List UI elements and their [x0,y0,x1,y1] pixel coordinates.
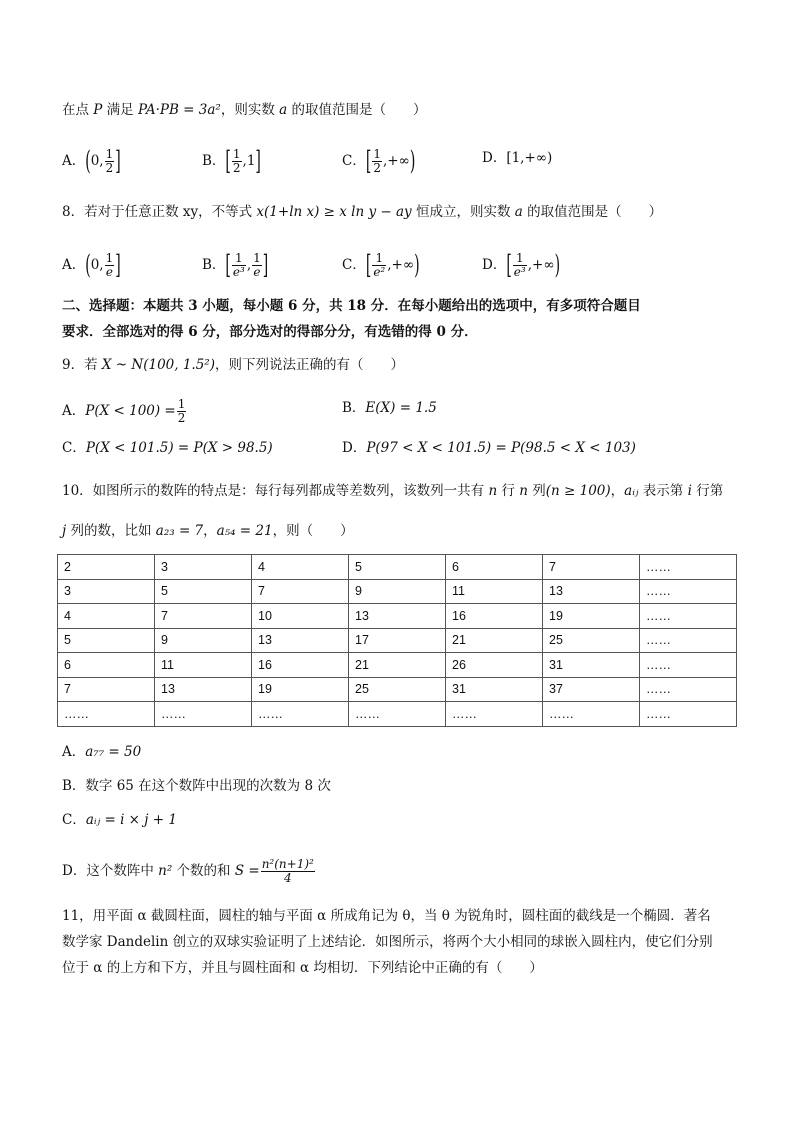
interval-left: 0, [90,153,104,169]
option-label: B． [202,153,226,169]
table-cell: 37 [543,677,640,702]
table-cell: 6 [446,555,543,580]
option-label: C． [342,153,366,169]
bracket: ] [115,146,121,177]
interval-text: [1,+∞) [506,150,553,166]
q8-stem-a: 8．若对于任意正数 xy，不等式 [62,204,257,220]
table-cell: 7 [543,555,640,580]
fraction [372,252,386,279]
fraction [177,398,187,425]
bracket: ] [115,250,121,281]
q10-text: 列的数，比如 [66,523,156,539]
table-cell: 13 [252,628,349,653]
table-cell: 13 [155,677,252,702]
option-label: A． [62,153,86,169]
bracket: [ [225,250,231,281]
q10-stem-line1 [62,481,723,501]
table-cell: 11 [155,653,252,678]
q9-option-d [342,438,636,458]
q10-text: 列 [527,483,546,499]
q10-text: 行 [497,483,520,499]
fraction [261,858,315,885]
q9-option-c [62,438,273,458]
q7-stem-prefix: 在点 [62,102,94,118]
denominator: e³ [232,265,245,279]
q8-stem-b: 恒成立，则实数 [411,204,515,220]
q7-var-a: a [279,102,288,118]
table-cell: …… [58,702,155,727]
q10-stem-line2 [62,521,354,541]
q7-option-b [202,148,261,175]
table-cell: 25 [349,677,446,702]
table-row [58,702,737,727]
table-cell: …… [155,702,252,727]
option-expression: a₇₇ = 50 [85,744,142,760]
table-cell: 17 [349,628,446,653]
fraction [232,252,246,279]
denominator: 2 [105,161,114,175]
option-text: 这个数阵中 [86,863,159,879]
fraction [513,252,527,279]
denominator: e [105,265,113,279]
table-cell: 16 [252,653,349,678]
bracket: ] [255,146,261,177]
interval-right: ,+∞ [527,257,555,273]
numerator: 1 [232,147,241,161]
table-cell: 25 [543,628,640,653]
numerator: 1 [372,252,386,266]
option-label: C． [342,257,366,273]
table-row [58,579,737,604]
q10-var-n: n [488,483,498,499]
q9-distribution: X ~ N(100, 1.5²) [101,357,215,373]
option-expression: aᵢⱼ = i × j + 1 [85,812,177,828]
table-row [58,604,737,629]
table-cell: …… [640,653,737,678]
option-expression: P(X < 100) = [85,403,176,419]
q10-option-b [62,776,331,796]
numerator: 1 [373,147,381,161]
table-cell: 4 [58,604,155,629]
denominator: e² [373,265,386,279]
table-cell: 9 [349,579,446,604]
bracket: ) [554,250,561,281]
table-row [58,653,737,678]
table-cell: 21 [446,628,543,653]
number-array-table [57,554,737,727]
comma: , [246,257,252,273]
q8-stem [62,202,662,222]
table-cell: …… [349,702,446,727]
table-row [58,628,737,653]
option-label: D． [62,863,87,879]
q8-option-d [482,252,560,279]
numerator: 1 [105,251,114,265]
q9-stem-b: ，则下列说法正确的有（ ） [214,357,404,373]
numerator: n²(n+1)² [261,857,314,871]
q10-example2: a₅₄ = 21 [216,523,273,539]
q8-option-a [62,252,121,279]
q10-text: 表示第 [638,483,688,499]
table-cell: 31 [543,653,640,678]
table-cell: 7 [155,604,252,629]
option-expression: E(X) = 1.5 [365,400,437,416]
q10-option-d [62,858,316,885]
table-cell: 6 [58,653,155,678]
option-label: B． [62,778,86,794]
fraction [232,148,242,175]
q11-stem-line3: 位于 α 的上方和下方，并且与圆柱面和 α 均相切．下列结论中正确的有（ ） [62,960,543,976]
table-cell: 13 [543,579,640,604]
fraction [372,148,382,175]
interval-right: ,1 [242,153,256,169]
table-cell: …… [543,702,640,727]
q10-text: 10．如图所示的数阵的特点是：每行每列都成等差数列，该数列一共有 [62,483,489,499]
bracket: ) [414,250,420,281]
table-cell: 3 [58,579,155,604]
option-expression: S = [234,863,260,879]
bracket: ( [85,250,91,281]
table-cell: 5 [155,579,252,604]
table-cell: …… [640,555,737,580]
option-text: 数字 65 在这个数阵中出现的次数为 8 次 [85,778,331,794]
option-label: A． [62,744,86,760]
q8-option-b [202,252,268,279]
option-label: B． [202,257,226,273]
table-cell: 26 [446,653,543,678]
bracket: [ [365,146,372,177]
table-cell: 9 [155,628,252,653]
bracket: [ [506,250,512,281]
numerator: 1 [177,397,186,411]
denominator: e [253,265,261,279]
denominator: 2 [373,161,381,175]
bracket: [ [225,146,231,177]
q10-option-a [62,742,141,762]
bracket: [ [365,250,372,281]
table-row [58,677,737,702]
section2-heading-line1: 二、选择题：本题共 3 小题，每小题 6 分，共 18 分．在每小题给出的选项中，有多项符合题目 [62,298,641,314]
denominator: 4 [283,871,292,885]
option-expression: P(X < 101.5) = P(X > 98.5) [85,440,273,456]
q7-option-d [482,148,552,168]
table-cell: 21 [349,653,446,678]
bracket: ) [409,146,416,177]
q10-var-j: j [62,523,67,539]
q8-stem-c: 的取值范围是（ ） [522,204,663,220]
numerator: 1 [105,147,114,161]
q10-text: ， [610,483,625,499]
table-cell: …… [446,702,543,727]
fraction [105,148,115,175]
table-cell: 2 [58,555,155,580]
interval-right: ,+∞ [387,257,415,273]
q8-option-c [342,252,420,279]
q8-inequality: x(1+ln x) ≥ x ln y − ay [256,204,412,220]
denominator: 2 [177,411,186,425]
q10-text: ， [203,523,217,539]
q7-vector-equation: PA·PB = 3a² [137,102,221,118]
table-cell: 31 [446,677,543,702]
q10-option-c [62,810,177,830]
table-cell: …… [640,702,737,727]
q9-option-a [62,398,187,425]
q10-var-n: n [519,483,528,499]
option-label: C． [62,812,86,828]
table-cell: 5 [349,555,446,580]
option-label: A． [62,403,86,419]
option-label: D． [482,150,507,166]
option-label: A． [62,257,86,273]
q7-stem [62,100,426,120]
table-cell: …… [640,628,737,653]
q7-option-c [342,148,415,175]
table-cell: 7 [58,677,155,702]
interval-right: ,+∞ [382,153,410,169]
table-cell: …… [640,677,737,702]
q11-stem-line1: 11，用平面 α 截圆柱面，圆柱的轴与平面 α 所成角记为 θ，当 θ 为锐角时，圆柱面的截线是一个椭圆．著名 [62,908,711,924]
q10-text: 行第 [691,483,724,499]
q7-stem-end: 的取值范围是（ ） [287,102,427,118]
numerator: 1 [513,252,527,266]
option-label: D． [482,257,507,273]
option-expression: n² [158,863,173,879]
option-label: C． [62,440,86,456]
table-cell: …… [252,702,349,727]
q10-condition: (n ≥ 100) [545,483,611,499]
q7-stem-suffix: ，则实数 [220,102,280,118]
table-cell: …… [640,604,737,629]
fraction [252,252,262,279]
table-cell: 7 [252,579,349,604]
denominator: e³ [513,265,526,279]
table-cell: 16 [446,604,543,629]
q9-stem-a: 9．若 [62,357,102,373]
q10-example1: a₂₃ = 7 [155,523,204,539]
q7-point-p: P [93,102,103,118]
interval-left: 0, [90,257,104,273]
table-cell: 19 [543,604,640,629]
option-expression: P(97 < X < 101.5) = P(98.5 < X < 103) [366,440,636,456]
numerator: 1 [232,252,246,266]
fraction [105,252,115,279]
table-row [58,555,737,580]
bracket: ] [262,250,269,281]
q9-stem [62,355,404,375]
numerator: 1 [253,251,261,265]
table-cell: 13 [349,604,446,629]
q9-option-b [342,398,437,418]
q7-option-a [62,148,121,175]
option-text: 个数的和 [172,863,235,879]
q10-aij: aᵢⱼ [624,483,639,499]
q10-text: ，则（ ） [272,523,354,539]
table-cell: 4 [252,555,349,580]
denominator: 2 [232,161,241,175]
table-cell: …… [640,579,737,604]
q11-stem-line2: 数学家 Dandelin 创立的双球实验证明了上述结论．如图所示，将两个大小相同的球嵌入圆柱内，使它们分别 [62,934,713,950]
q10-var-i: i [687,483,692,499]
table-cell: 10 [252,604,349,629]
q8-var-a: a [514,204,523,220]
option-label: B． [342,400,366,416]
table-cell: 5 [58,628,155,653]
table-cell: 19 [252,677,349,702]
table-cell: 3 [155,555,252,580]
q7-stem-mid: 满足 [102,102,138,118]
option-label: D． [342,440,367,456]
bracket: ( [85,146,91,177]
section2-heading-line2: 要求．全部选对的得 6 分，部分选对的得部分分，有选错的得 0 分． [62,324,478,340]
table-cell: 11 [446,579,543,604]
